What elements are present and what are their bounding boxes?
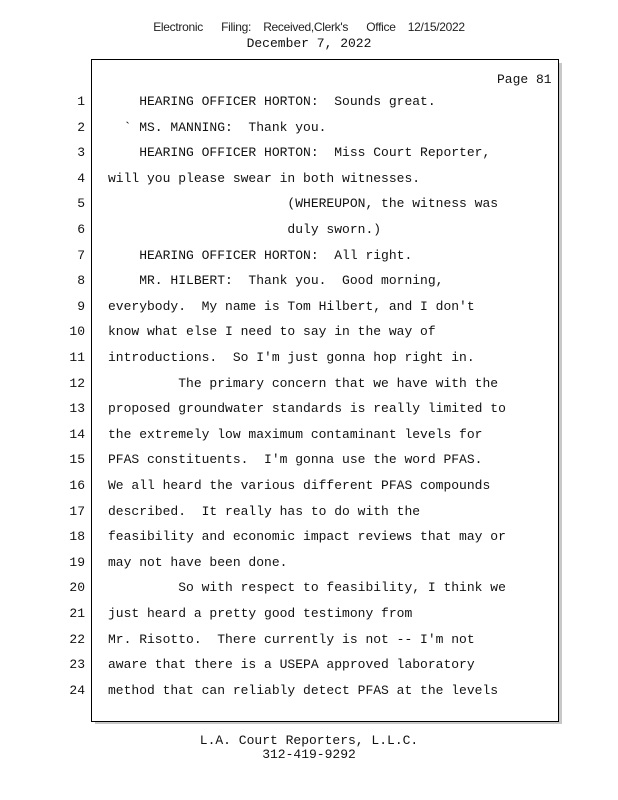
line-number: 22: [69, 631, 85, 647]
line-number: 4: [77, 170, 85, 186]
line-number: 13: [69, 401, 85, 417]
transcript-line: [0, 248, 618, 268]
line-text: We all heard the various different PFAS compounds: [108, 478, 491, 493]
transcript-line: [0, 222, 618, 242]
transcript-line: [0, 324, 618, 344]
transcript-line: [0, 350, 618, 370]
line-text: So with respect to feasibility, I think we: [108, 580, 506, 596]
transcript-line: [0, 401, 618, 421]
stamp-date: 12/15/2022: [407, 20, 465, 34]
line-number: 10: [69, 324, 85, 340]
line-number: 24: [69, 682, 85, 698]
line-text: aware that there is a USEPA approved laboratory: [108, 657, 475, 673]
filing-stamp: [0, 20, 618, 34]
line-text: HEARING OFFICER HORTON: Sounds great.: [108, 94, 436, 109]
line-text: feasibility and economic impact reviews that may or: [108, 529, 506, 545]
footer-company: L.A. Court Reporters, L.L.C.: [199, 733, 419, 748]
stamp-electronic: Electronic: [153, 20, 203, 34]
line-number: 5: [77, 196, 85, 212]
line-text: introductions. So I'm just gonna hop right in.: [108, 350, 475, 365]
transcript-line: [0, 580, 618, 600]
line-text: proposed groundwater standards is really limited to: [108, 401, 506, 417]
line-number: 15: [69, 452, 85, 468]
line-text: HEARING OFFICER HORTON: All right.: [108, 247, 413, 263]
line-number: 3: [77, 145, 85, 161]
line-number: 9: [77, 298, 85, 314]
line-number: 2: [77, 119, 85, 135]
page-number: Page 81: [497, 72, 552, 87]
transcript-line: [0, 632, 618, 652]
transcript-line: [0, 273, 618, 293]
transcript-line: [0, 299, 618, 319]
line-number: 11: [69, 350, 85, 365]
line-text: the extremely low maximum contaminant levels for: [108, 426, 483, 442]
line-text: everybody. My name is Tom Hilbert, and I don't: [108, 298, 475, 314]
transcript-line: [0, 555, 618, 575]
line-text: The primary concern that we have with the: [108, 375, 499, 391]
line-text: MR. HILBERT: Thank you. Good morning,: [108, 273, 444, 289]
footer-phone: 312-419-9292: [262, 747, 356, 762]
stamp-filing: Filing:: [221, 20, 252, 34]
line-number: 14: [69, 426, 85, 442]
transcript-line: [0, 657, 618, 677]
line-text: Mr. Risotto. There currently is not -- I'm not: [108, 631, 475, 647]
transcript-line: [0, 376, 618, 396]
transcript-line: [0, 427, 618, 447]
line-text: described. It really has to do with the: [108, 503, 421, 519]
transcript-line: [0, 452, 618, 472]
line-text: method that can reliably detect PFAS at the levels: [108, 682, 499, 698]
transcript-line: [0, 478, 618, 498]
transcript-line: [0, 606, 618, 626]
transcript-line: [0, 196, 618, 216]
line-text: ` MS. MANNING: Thank you.: [108, 119, 327, 135]
line-text: will you please swear in both witnesses.: [108, 170, 421, 186]
transcript-line: [0, 683, 618, 703]
line-text: (WHEREUPON, the witness was: [108, 196, 499, 212]
stamp-office: Office: [366, 20, 396, 34]
hearing-date: December 7, 2022: [246, 36, 372, 51]
line-number: 21: [69, 606, 85, 621]
line-number: 8: [77, 273, 85, 289]
line-number: 18: [69, 529, 85, 545]
transcript-line: [0, 94, 618, 114]
transcript-line: [0, 145, 618, 165]
transcript-line: [0, 529, 618, 549]
line-number: 7: [77, 247, 85, 263]
line-number: 1: [77, 94, 85, 109]
stamp-received: Received,Clerk's: [263, 20, 349, 34]
line-text: duly sworn.): [108, 222, 382, 237]
line-text: may not have been done.: [108, 554, 288, 570]
line-text: know what else I need to say in the way of: [108, 324, 436, 340]
line-number: 6: [77, 222, 85, 237]
line-text: just heard a pretty good testimony from: [108, 606, 413, 621]
transcript-line: [0, 120, 618, 140]
line-text: PFAS constituents. I'm gonna use the word PFAS.: [108, 452, 483, 468]
line-text: HEARING OFFICER HORTON: Miss Court Reporter,: [108, 145, 491, 161]
line-number: 20: [69, 580, 85, 596]
line-number: 12: [69, 375, 85, 391]
line-number: 17: [69, 503, 85, 519]
line-number: 19: [69, 554, 85, 570]
line-number: 16: [69, 478, 85, 493]
line-number: 23: [69, 657, 85, 673]
transcript-line: [0, 504, 618, 524]
transcript-line: [0, 171, 618, 191]
